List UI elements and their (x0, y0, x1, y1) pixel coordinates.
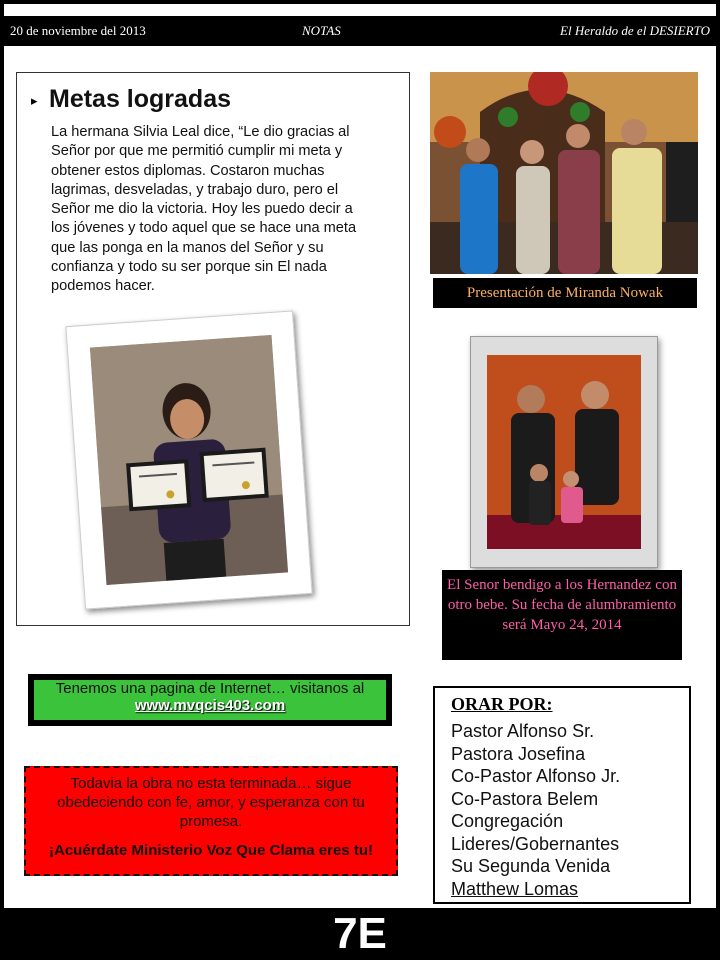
prayer-title: ORAR POR: (451, 694, 553, 714)
photo-caption-hernandez: El Senor bendigo a los Hernandez con otro bebe. Su fecha de alumbramiento será Mayo 24, 2014 (442, 570, 682, 660)
prayer-list (451, 720, 620, 900)
website-banner (28, 674, 392, 726)
encouragement-text: Todavia la obra no esta terminada… sigue obedeciendo con fe, amor, y esperanza con tu promesa. (57, 775, 365, 830)
family-presentation-illustration (430, 72, 698, 274)
prayer-item: Pastor Alfonso Sr. (451, 721, 595, 741)
article-title: Metas logradas (49, 85, 232, 113)
prayer-item: Matthew Lomas (451, 878, 579, 899)
family-presentation-photo (430, 72, 698, 274)
encouragement-box (24, 766, 398, 876)
publication-name: El Heraldo de el DESIERTO (560, 23, 710, 38)
website-banner-inner (34, 680, 386, 720)
section-name: NOTAS (302, 23, 341, 38)
prayer-item: Congregación (451, 811, 564, 831)
prayer-item: Co-Pastora Belem (451, 788, 599, 809)
diploma-photo-illustration (90, 335, 288, 585)
prayer-item: Su Segunda Venida (451, 856, 611, 876)
issue-date: 20 de noviembre del 2013 (10, 23, 146, 38)
prayer-item: Co-Pastor Alfonso Jr. (451, 766, 621, 786)
page-number: 7E (0, 908, 720, 960)
article-body: La hermana Silvia Leal dice, “Le dio gracias al Señor por que me permitió cumplir mi meta y obtener estos diplomas. Costaron muchas lagrimas, desveladas, y trabajo duro, pero el Señor me dio la victoria. Hoy les puedo decir a los jóvenes y todo aquel que se hace una meta que las ponga en la manos del Señor y su confianza y todo su ser porque sin El nada podemos hacer. (51, 124, 357, 295)
website-text: Tenemos una pagina de Internet… visitanos al (55, 680, 365, 697)
prayer-list-box (433, 686, 691, 904)
diploma-photo (65, 310, 312, 609)
prayer-item: Lideres/Gobernantes (451, 833, 620, 854)
encouragement-cta: ¡Acuérdate Ministerio Voz Que Clama eres tu! (49, 842, 373, 859)
photo-caption-presentation: Presentación de Miranda Nowak (433, 278, 697, 308)
bullet-icon: ▸ (31, 93, 38, 108)
family-photo (487, 355, 641, 549)
family-photo-frame (470, 336, 658, 568)
diploma-photo-image (90, 335, 288, 585)
family-photo-illustration (487, 355, 641, 549)
website-link[interactable]: www.mvqcis403.com (134, 697, 286, 714)
prayer-item: Pastora Josefina (451, 743, 586, 764)
page-header (4, 16, 716, 46)
